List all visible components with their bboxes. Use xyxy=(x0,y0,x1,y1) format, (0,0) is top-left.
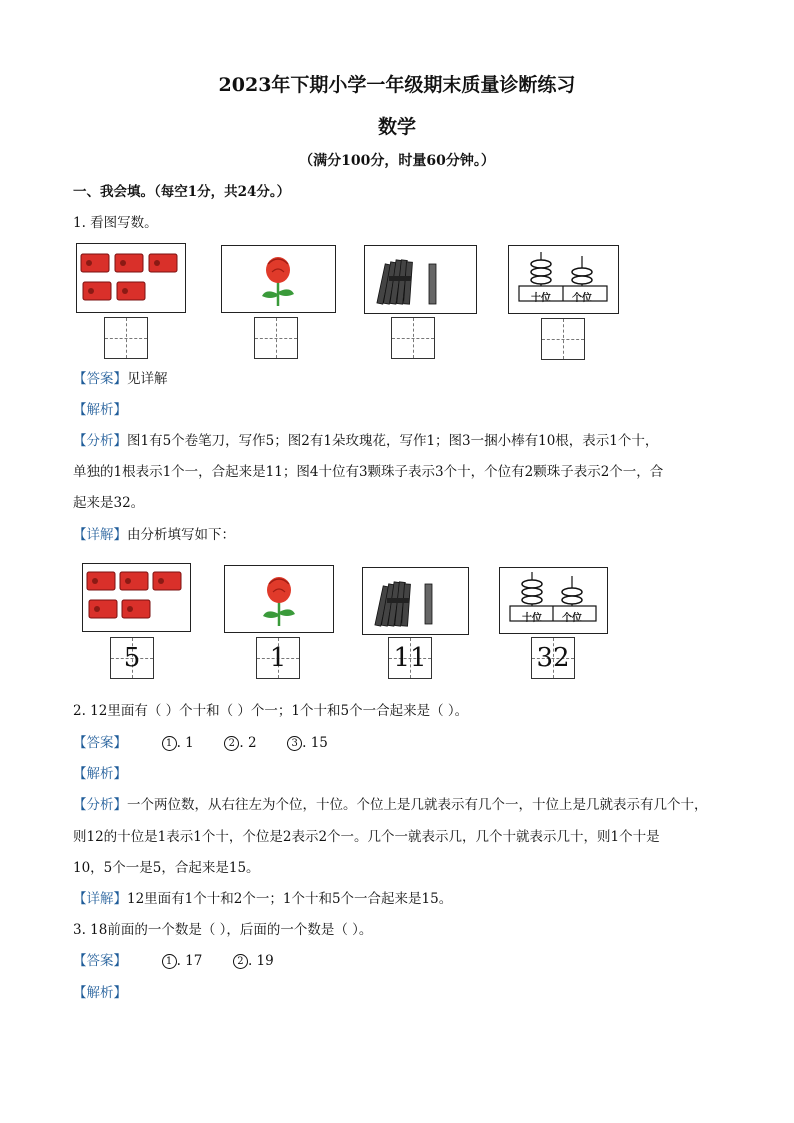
stick-bundle-icon xyxy=(363,568,468,634)
solution-box-3 xyxy=(388,637,432,679)
solution-sticks-image xyxy=(362,567,469,635)
circled-number-2: 2 xyxy=(233,954,248,969)
answer-3: . 15 xyxy=(302,735,328,751)
solution-number: 1 xyxy=(269,643,287,673)
analysis-tag: 【解析】 xyxy=(73,766,127,782)
q3-answer xyxy=(73,951,274,971)
answer-tag: 【答案】 xyxy=(73,371,127,387)
q2-fenxi-line-3: 10，5个一是5，合起来是15。 xyxy=(73,860,260,876)
q1-answer xyxy=(73,369,168,389)
answer-tag: 【答案】 xyxy=(73,953,127,969)
answer-1: . 17 xyxy=(176,953,203,969)
abacus-icon xyxy=(509,246,618,313)
ones-label: 个位 xyxy=(572,293,592,304)
solution-box-4 xyxy=(531,637,575,679)
sharpeners-icon xyxy=(83,564,190,631)
solution-box-1 xyxy=(110,637,154,679)
q2-analysis-tag xyxy=(73,764,127,784)
question-1-stem: 1. 看图写数。 xyxy=(73,215,158,231)
sticks-image xyxy=(364,245,477,314)
answer-2: . 2 xyxy=(239,735,257,751)
question-2-stem: 2. 12里面有（ ）个十和（ ）个一；1个十和5个一合起来是（ ）。 xyxy=(73,703,469,719)
q1-fenxi-line-3: 起来是32。 xyxy=(73,495,145,511)
tens-label: 十位 xyxy=(522,613,542,624)
fenxi-tag: 【分析】 xyxy=(73,433,127,449)
q2-xiangjie xyxy=(73,889,452,909)
q1-fenxi-line-1 xyxy=(73,431,658,451)
xiangjie-tag: 【详解】 xyxy=(73,527,127,543)
solution-rose-image xyxy=(224,565,334,633)
tens-label: 十位 xyxy=(531,293,551,304)
subject-title: 数学 xyxy=(377,116,416,138)
solution-sharpeners-image xyxy=(82,563,191,632)
stick-bundle-icon xyxy=(365,246,476,313)
xiangjie-tag: 【详解】 xyxy=(73,891,127,907)
solution-number: 5 xyxy=(123,643,141,673)
circled-number-3: 3 xyxy=(287,736,302,751)
abacus-image xyxy=(508,245,619,314)
rose-icon xyxy=(225,566,333,632)
analysis-tag: 【解析】 xyxy=(73,402,127,418)
xiangjie-text: 由分析填写如下： xyxy=(127,527,235,543)
answer-box-3[interactable] xyxy=(391,317,435,359)
q1-fenxi-line-2: 单独的1根表示1个一，合起来是11；图4十位有3颗珠子表示3个十，个位有2颗珠子表示2个一，合 xyxy=(73,464,664,480)
sharpeners-icon xyxy=(77,244,185,312)
answer-tag: 【答案】 xyxy=(73,735,127,751)
score-time-note: （满分100分，时量60分钟。） xyxy=(299,153,495,169)
q1-analysis-tag xyxy=(73,400,127,420)
q3-analysis-tag xyxy=(73,983,127,1003)
q1-xiangjie xyxy=(73,525,235,545)
fenxi-text: 一个两位数，从右往左为个位，十位。个位上是几就表示有几个一，十位上是几就表示有几个十， xyxy=(127,797,708,813)
circled-number-1: 1 xyxy=(162,736,177,751)
solution-box-2 xyxy=(256,637,300,679)
answer-box-2[interactable] xyxy=(254,317,298,359)
q2-answer xyxy=(73,733,328,753)
answer-text: 见详解 xyxy=(127,371,168,387)
answer-1: . 1 xyxy=(176,735,194,751)
xiangjie-text: 12里面有1个十和2个一；1个十和5个一合起来是15。 xyxy=(127,891,453,907)
rose-icon xyxy=(222,246,335,312)
ones-label: 个位 xyxy=(562,613,582,624)
fenxi-text: 图1有5个卷笔刀，写作5；图2有1朵玫瑰花，写作1；图3一捆小棒有10根，表示1个十， xyxy=(127,433,659,449)
solution-number: 32 xyxy=(536,643,570,673)
rose-image xyxy=(221,245,336,313)
q2-fenxi-line-2: 则12的十位是1表示1个十，个位是2表示2个一。几个一就表示几，几个十就表示几十，则1个十是 xyxy=(73,829,660,845)
solution-number: 11 xyxy=(393,643,427,673)
circled-number-2: 2 xyxy=(224,736,239,751)
analysis-tag: 【解析】 xyxy=(73,985,127,1001)
answer-box-4[interactable] xyxy=(541,318,585,360)
answer-2: . 19 xyxy=(247,953,274,969)
exam-title: 2023年下期小学一年级期末质量诊断练习 xyxy=(218,74,576,96)
solution-abacus-image xyxy=(499,567,608,634)
fenxi-tag: 【分析】 xyxy=(73,797,127,813)
answer-box-1[interactable] xyxy=(104,317,148,359)
circled-number-1: 1 xyxy=(162,954,177,969)
question-3-stem: 3. 18前面的一个数是（ ），后面的一个数是（ ）。 xyxy=(73,922,373,938)
section-heading: 一、我会填。（每空1分，共24分。） xyxy=(73,184,291,200)
pencil-sharpeners-image xyxy=(76,243,186,313)
abacus-icon xyxy=(500,568,607,633)
q2-fenxi-line-1 xyxy=(73,795,708,815)
